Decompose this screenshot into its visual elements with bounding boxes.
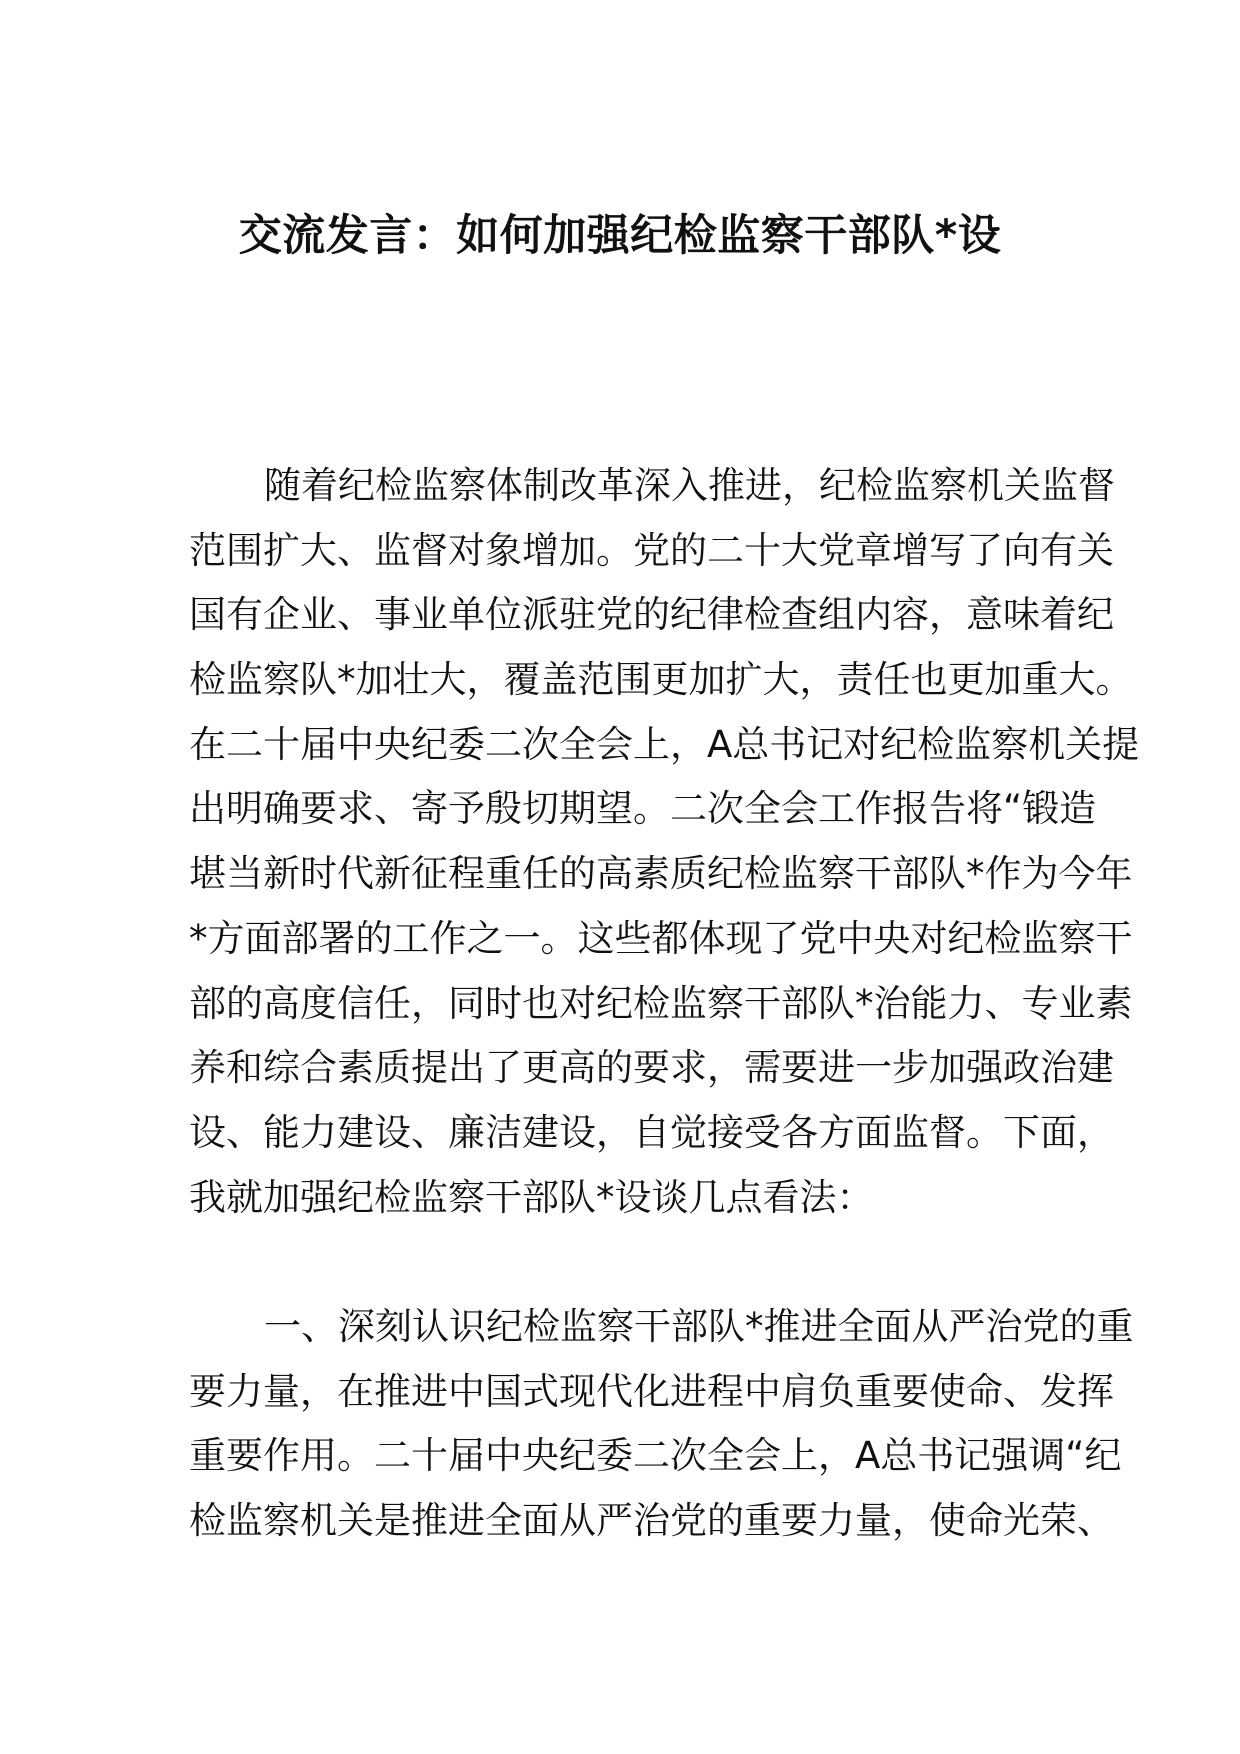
text-line: 设、能力建设、廉洁建设，自觉接受各方面监督。下面， xyxy=(189,1110,1114,1154)
paragraph-1 xyxy=(189,454,1140,1230)
text-line: 重要作用。二十届中央纪委二次全会上，A总书记强调“纪 xyxy=(189,1434,1122,1478)
text-line: 我就加强纪检监察干部队*设谈几点看法： xyxy=(189,1175,874,1219)
text-line: 随着纪检监察体制改革深入推进，纪检监察机关监督 xyxy=(264,464,1115,507)
document-title: 交流发言：如何加强纪检监察干部队*设 xyxy=(238,211,1002,261)
paragraph-spacer xyxy=(189,1230,1057,1295)
text-line: 出明确要求、寄予殷切期望。二次全会工作报告将“锻造 xyxy=(189,787,1097,831)
text-line: *方面部署的工作之一。这些都体现了党中央对纪检监察干 xyxy=(189,916,1133,960)
paragraph-2 xyxy=(189,1295,1134,1554)
text-line: 国有企业、事业单位派驻党的纪律检查组内容，意味着纪 xyxy=(189,593,1114,637)
text-line: 堪当新时代新征程重任的高素质纪检监察干部队*作为今年 xyxy=(189,852,1133,896)
text-line: 范围扩大、监督对象增加。党的二十大党章增写了向有关 xyxy=(189,528,1114,572)
document-body xyxy=(189,454,1140,1554)
text-line: 部的高度信任，同时也对纪检监察干部队*治能力、专业素 xyxy=(189,981,1133,1025)
text-line: 检监察机关是推进全面从严治党的重要力量，使命光荣、 xyxy=(189,1499,1114,1542)
text-line: 在二十届中央纪委二次全会上，A总书记对纪检监察机关提 xyxy=(189,722,1140,766)
text-line: 养和综合素质提出了更高的要求，需要进一步加强政治建 xyxy=(189,1046,1114,1090)
text-line: 一、深刻认识纪检监察干部队*推进全面从严治党的重 xyxy=(264,1304,1134,1348)
text-line: 要力量，在推进中国式现代化进程中肩负重要使命、发挥 xyxy=(189,1369,1114,1413)
text-line: 检监察队*加壮大，覆盖范围更加扩大，责任也更加重大。 xyxy=(189,658,1133,702)
